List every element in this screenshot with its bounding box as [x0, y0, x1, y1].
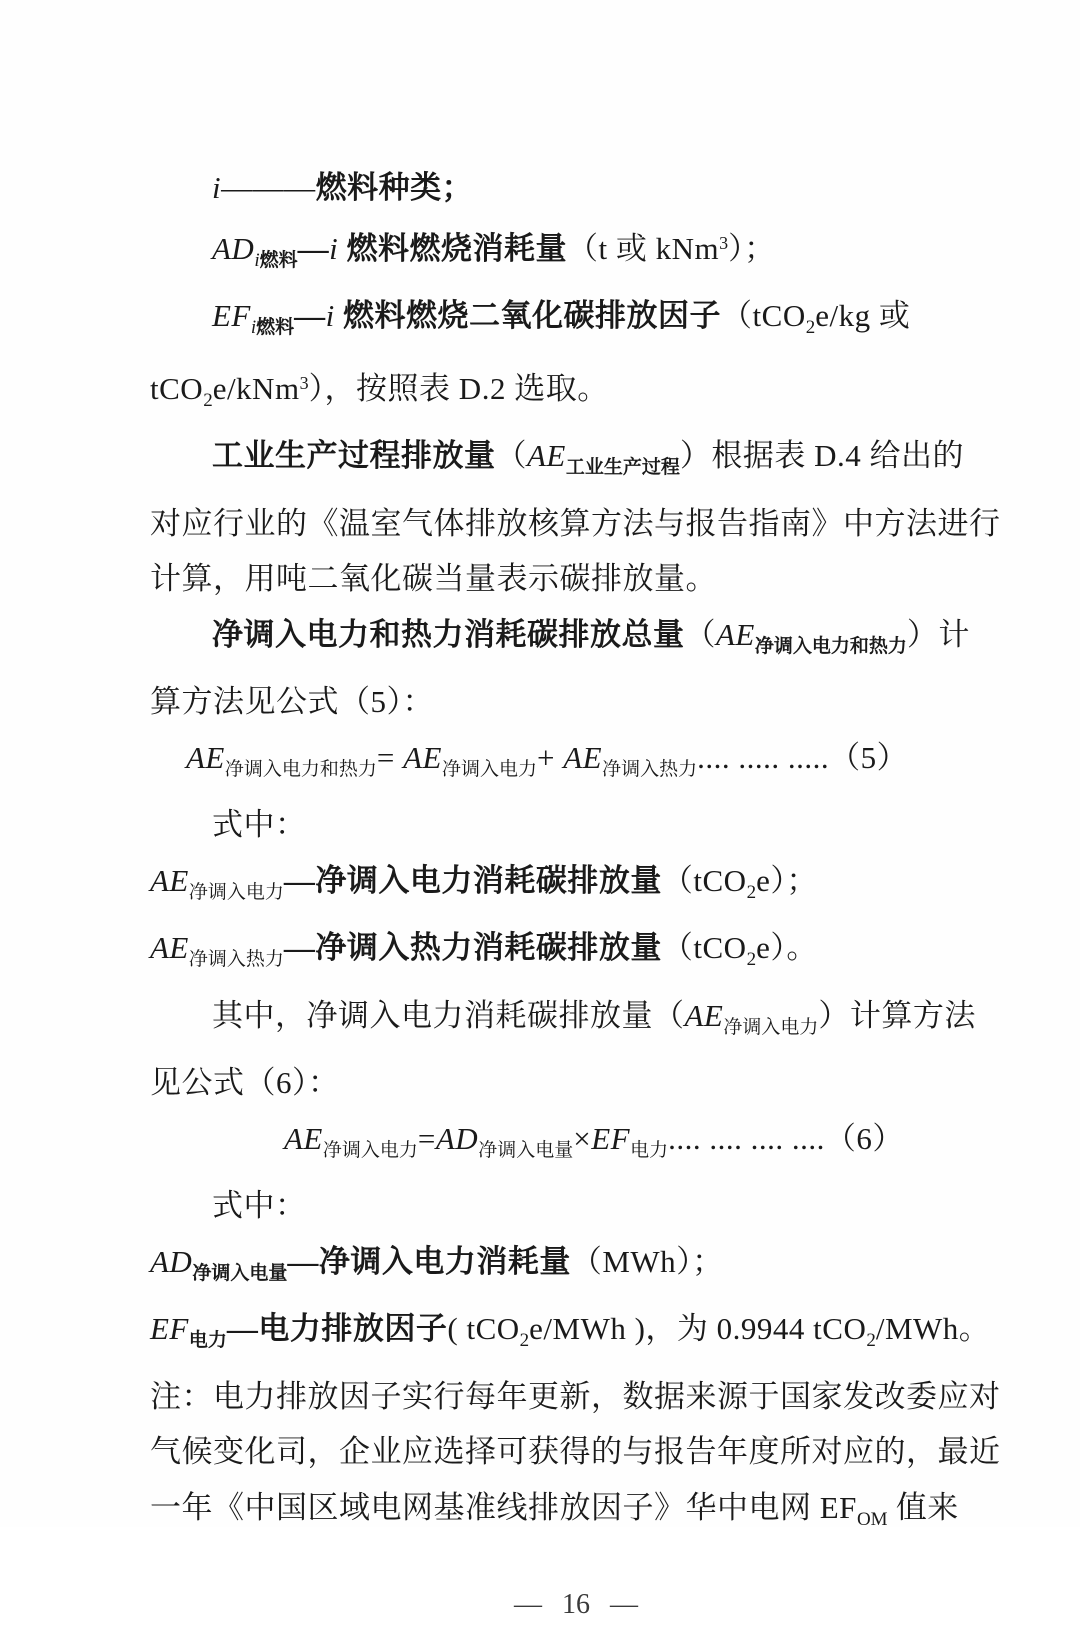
subscript: i [254, 249, 260, 271]
text-run: （tCO [721, 298, 806, 333]
text-run: 式中： [212, 1188, 307, 1223]
variable-i: i [325, 298, 335, 333]
text-run: e）。 [756, 930, 818, 965]
page-footer [150, 1585, 1002, 1625]
text-run: ）计算方法 [818, 997, 976, 1033]
subscript: 2 [746, 881, 757, 903]
em-dash: ——— [221, 170, 316, 205]
superscript: 3 [719, 232, 729, 253]
subscript: 2 [866, 1330, 876, 1351]
text-run: 燃料燃烧消耗量 [338, 230, 567, 266]
formula-number: （5） [829, 739, 909, 775]
text-run: e/kNm [212, 370, 300, 406]
fuel-emission-factor-continued-line [150, 356, 1002, 429]
text-run: 计算，用吨二氧化碳当量表示碳排放量。 [150, 561, 717, 596]
formula-number: （6） [824, 1120, 904, 1156]
subscript: 2 [805, 317, 816, 338]
text-run: 其中，净调入电力消耗碳排放量（ [212, 997, 685, 1033]
variable-AD: AD [435, 1120, 479, 1156]
subscript: 燃料 [256, 317, 295, 338]
footer-left-dash: — [514, 1589, 542, 1620]
subscript: 净调入热力 [602, 758, 698, 780]
text-run: ( tCO [447, 1311, 520, 1346]
dot-leader: .... ..... ..... [697, 739, 830, 775]
variable-AE: AE [284, 1120, 323, 1156]
variable-AE: AE [150, 862, 189, 898]
formula-5 [150, 730, 1002, 798]
text-run: ）计 [906, 616, 970, 652]
equals-sign: = [376, 739, 404, 775]
ef-power-definition-line [150, 1301, 1002, 1369]
subscript: 净调入电力 [723, 1016, 819, 1038]
text-run: e/kg 或 [815, 298, 911, 333]
variable-AE: AE [563, 739, 603, 775]
variable-EF: EF [212, 298, 251, 333]
text-run: （tCO [661, 862, 747, 898]
heading-run: 净调入电力和热力消耗碳排放总量 [212, 616, 685, 652]
net-power-paragraph-line-2 [150, 1055, 1002, 1111]
variable-AD: AD [150, 1243, 193, 1279]
subscript: 净调入电力 [322, 1139, 418, 1161]
text-run: 算方法见公式（5）： [150, 684, 434, 719]
plus-sign: + [537, 739, 564, 775]
ad-power-definition-line [150, 1234, 1002, 1302]
industrial-process-paragraph-line-3 [150, 551, 1002, 607]
text-run: ）； [728, 230, 776, 266]
ae-heat-definition-line [150, 920, 1002, 988]
text-run: 气候变化司，企业应选择可获得的与报告年度所对应的，最近 [150, 1434, 1001, 1469]
footer-right-dash: — [610, 1589, 638, 1620]
subscript: 工业生产过程 [565, 457, 680, 478]
fuel-type-definition-line [150, 160, 1002, 216]
variable-EF: EF [150, 1311, 189, 1346]
subscript: 2 [746, 949, 757, 970]
net-power-paragraph-line-1 [150, 988, 1002, 1056]
heading-run: 工业生产过程排放量 [212, 438, 496, 473]
dot-leader: .... .... .... .... [668, 1120, 825, 1156]
ae-power-definition-line [150, 853, 1002, 921]
text-run: 一年《中国区域电网基准线排放因子》华中电网 EF [150, 1489, 857, 1525]
subscript: 净调入电力和热力 [224, 758, 377, 780]
text-run: 对应行业的《温室气体排放核算方法与报告指南》中方法进行 [150, 505, 1001, 541]
variable-EF: EF [591, 1120, 631, 1156]
text-run: （t 或 kNm [567, 230, 720, 266]
superscript: 3 [299, 372, 309, 393]
text-run: 式中： [212, 807, 307, 842]
formula-6-legend-header [150, 1178, 1002, 1234]
fuel-emission-factor-definition-line [150, 288, 1002, 356]
subscript: i [250, 317, 257, 338]
variable-AE: AE [716, 616, 755, 652]
em-dash: — [294, 298, 326, 333]
fuel-consumption-definition-line [150, 216, 1002, 289]
subscript: 净调入电力 [442, 758, 538, 780]
text-run: （ [684, 616, 716, 652]
subscript: 净调入电量 [192, 1262, 288, 1284]
subscript: 燃料 [259, 249, 298, 271]
text-run: 燃料燃烧二氧化碳排放因子 [334, 298, 722, 333]
text-run: ）根据表 D.4 给出的 [679, 438, 965, 473]
formula-5-legend-header [150, 797, 1002, 853]
equals-sign: = [417, 1120, 436, 1156]
formula-6 [150, 1111, 1002, 1179]
text-run: /MWh。 [875, 1311, 991, 1346]
text-run: —净调入热力消耗碳排放量 [283, 930, 662, 965]
subscript: OM [856, 1508, 888, 1530]
subscript: 净调入电力和热力 [754, 635, 907, 657]
industrial-process-paragraph-line-1 [150, 428, 1002, 496]
subscript: 电力 [630, 1139, 669, 1161]
text-run: 值来 [887, 1489, 959, 1525]
text-run: （ [495, 438, 527, 473]
text-run: —净调入电力消耗量 [287, 1243, 571, 1279]
page-number: 16 [562, 1589, 590, 1620]
note-line-3 [150, 1480, 1002, 1548]
industrial-process-paragraph-line-2 [150, 496, 1002, 552]
text-run: （tCO [661, 930, 747, 965]
em-dash: — [297, 230, 330, 266]
subscript: 2 [203, 389, 213, 411]
variable-AE: AE [684, 997, 724, 1033]
variable-i: i [329, 230, 339, 266]
net-power-heat-paragraph-line-1 [150, 607, 1002, 675]
text-run: —电力排放因子 [226, 1311, 448, 1346]
subscript: 净调入电量 [478, 1139, 574, 1161]
text-run: tCO [150, 370, 204, 406]
subscript: 净调入热力 [188, 949, 284, 970]
text-run: （MWh）； [570, 1243, 724, 1279]
text-run: 燃料种类； [315, 170, 474, 205]
text-run: ），按照表 D.2 选取。 [308, 370, 609, 406]
multiply-sign: × [573, 1120, 592, 1156]
variable-AE: AE [403, 739, 442, 775]
subscript: 净调入电力 [188, 881, 284, 903]
subscript: 2 [519, 1330, 530, 1351]
variable-i: i [212, 170, 222, 205]
subscript: 电力 [188, 1330, 227, 1351]
text-run: e/MWh )，为 0.9944 tCO [529, 1311, 867, 1346]
variable-AD: AD [212, 230, 255, 266]
variable-AE: AE [186, 739, 225, 775]
note-line-1 [150, 1369, 1002, 1425]
note-line-2 [150, 1424, 1002, 1480]
text-run: 见公式（6）： [150, 1065, 340, 1100]
net-power-heat-paragraph-line-2 [150, 674, 1002, 730]
text-run: e）； [756, 862, 818, 898]
variable-AE: AE [150, 930, 189, 965]
text-run: —净调入电力消耗碳排放量 [283, 862, 662, 898]
text-run: 注：电力排放因子实行每年更新，数据来源于国家发改委应对 [150, 1378, 1001, 1414]
variable-AE: AE [527, 438, 566, 473]
